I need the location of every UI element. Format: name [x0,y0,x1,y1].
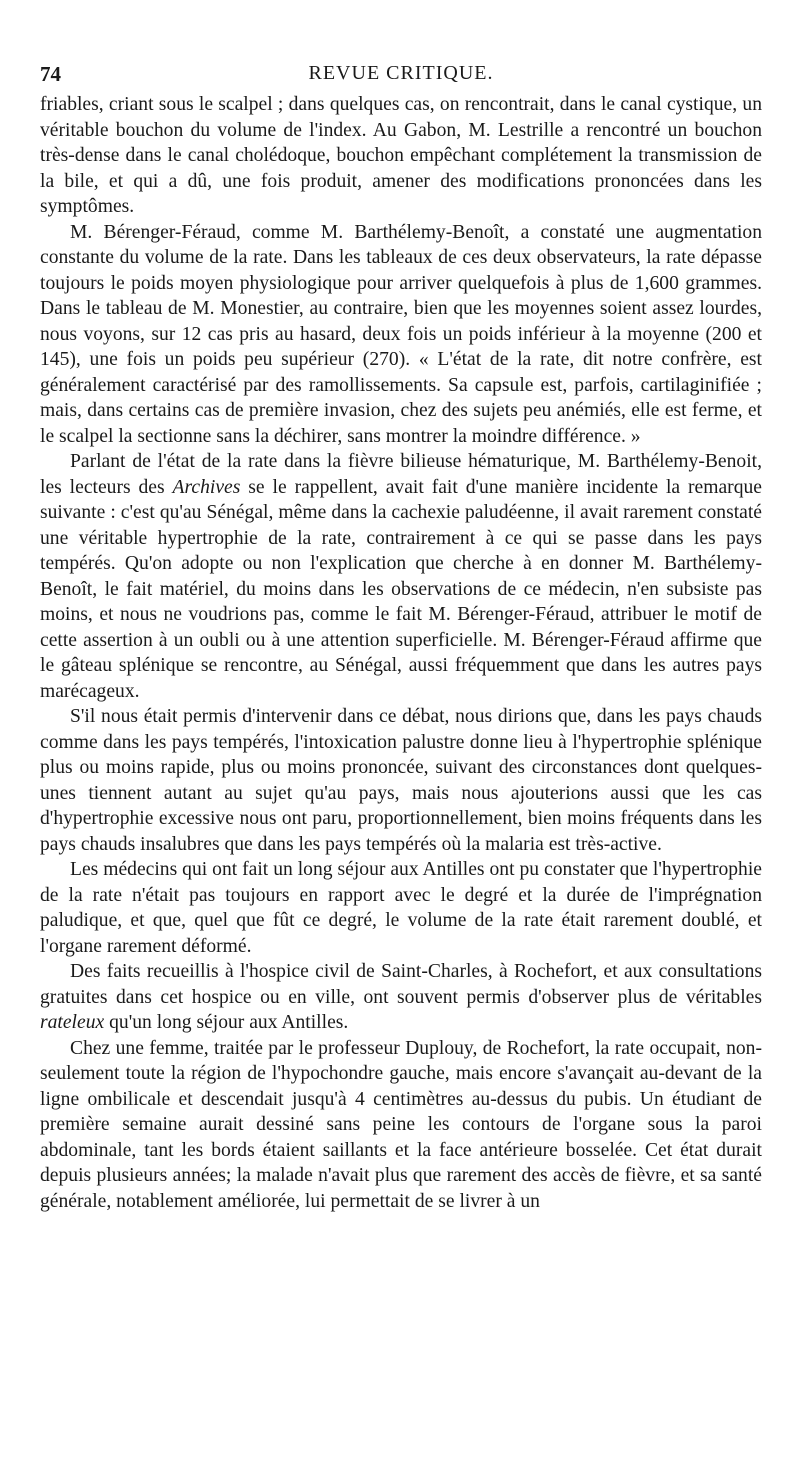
text-run: Des faits recueillis à l'hospice civil de Saint-Charles, à Rochefort, et aux consultations gratuites dans cet hospice ou en ville, ont souvent permis d'observer plus de véritables [40,961,762,1008]
text-run: Les médecins qui ont fait un long séjour aux Antilles ont pu constater que l'hypertrophie de la rate n'était pas toujours en rapport avec le degré et la durée de l'imprégnation paludique, et que, quel que fût ce degré, le volume de la rate était rarement doublé, et l'organe rarement déformé. [40,859,762,957]
body-text [40,92,762,1214]
paragraph [40,449,762,704]
text-run: Chez une femme, traitée par le professeur Duplouy, de Rochefort, la rate occupait, non-seulement toute la région de l'hypochondre gauche, mais encore s'avançait au-devant de la ligne ombilicale et descendait jusqu'à 4 centimètres au-dessus du pubis. Un étudiant de première semaine aurait dessiné sans peine les contours de l'organe sous la paroi abdominale, tant les bords étaient saillants et la face antérieure bosselée. Cet état durait depuis plusieurs années; la malade n'avait plus que rarement des accès de fièvre, et sa santé générale, notablement améliorée, lui permettait de se livrer à un [40,1037,762,1212]
text-run: qu'un long séjour aux Antilles. [104,1012,349,1033]
page-number: 74 [40,62,61,86]
text-run: Parlant de l'état de la rate dans la fièvre bilieuse hématurique, M. Barthélemy-Benoit, les lecteurs des [40,451,762,498]
running-head: REVUE CRITIQUE. [308,62,494,84]
italic-text: rateleux [40,1012,105,1033]
text-run: se le rappellent, avait fait d'une manière incidente la remarque suivante : c'est qu'au Sénégal, même dans la cachexie paludéenne, il avait rarement constaté une véritable hypertrophie de la rate, contrairement à ce qui se passe dans les pays tempérés. Qu'on adopte ou non l'explication que cherche à en donner M. Barthélemy-Benoît, le fait matériel, du moins dans les observations de ce médecin, n'en subsiste pas moins, et nous ne voudrions pas, comme le fait M. Bérenger-Féraud, attribuer le motif de cette assertion à un oubli ou à une attention superficielle. M. Bérenger-Féraud affirme que le gâteau splénique se rencontre, au Sénégal, aussi fréquemment que dans les autres pays marécageux. [40,476,762,702]
paragraph [40,220,762,450]
paragraph [40,704,762,857]
text-run: friables, criant sous le scalpel ; dans quelques cas, on rencontrait, dans le canal cystique, un véritable bouchon du volume de l'index. Au Gabon, M. Lestrille a rencontré un bouchon très-dense dans le canal cholédoque, bouchon empêchant complétement la transmission de la bile, et qui a dû, une fois produit, amener des modifications prononcées dans les symptômes. [40,94,762,217]
paragraph [40,857,762,959]
page-header [40,58,762,92]
italic-text: Archives [172,476,241,498]
paragraph [40,92,762,220]
paragraph [40,1036,762,1215]
text-run: S'il nous était permis d'intervenir dans ce débat, nous dirions que, dans les pays chauds comme dans les pays tempérés, l'intoxication palustre donne lieu à l'hypertrophie splénique plus ou moins rapide, plus ou moins prononcée, suivant des circonstances dont quelques-unes tiennent autant au sujet qu'au pays, mais nous ajouterions aussi que les cas d'hypertrophie excessive nous ont paru, proportionnellement, bien moins fréquents dans les pays chauds insalubres que dans les pays tempérés où la malaria est très-active. [40,706,762,855]
page [40,58,762,1214]
text-run: M. Bérenger-Féraud, comme M. Barthélemy-Benoît, a constaté une augmentation constante du volume de la rate. Dans les tableaux de ces deux observateurs, la rate dépasse toujours le poids moyen physiologique pour arriver quelquefois à plus de 1,600 grammes. Dans le tableau de M. Monestier, au contraire, bien que les moyennes soient assez lourdes, nous voyons, sur 12 cas pris au hasard, deux fois un poids inférieur à la moyenne (200 et 145), une fois un poids peu supérieur (270). « L'état de la rate, dit notre confrère, est généralement caractérisé par des ramollissements. Sa capsule est, parfois, cartilaginifiée ; mais, dans certains cas de première invasion, chez des sujets peu anémiés, elle est ferme, et le scalpel la sectionne sans la déchirer, sans montrer la moindre différence. » [40,221,762,447]
paragraph [40,959,762,1036]
